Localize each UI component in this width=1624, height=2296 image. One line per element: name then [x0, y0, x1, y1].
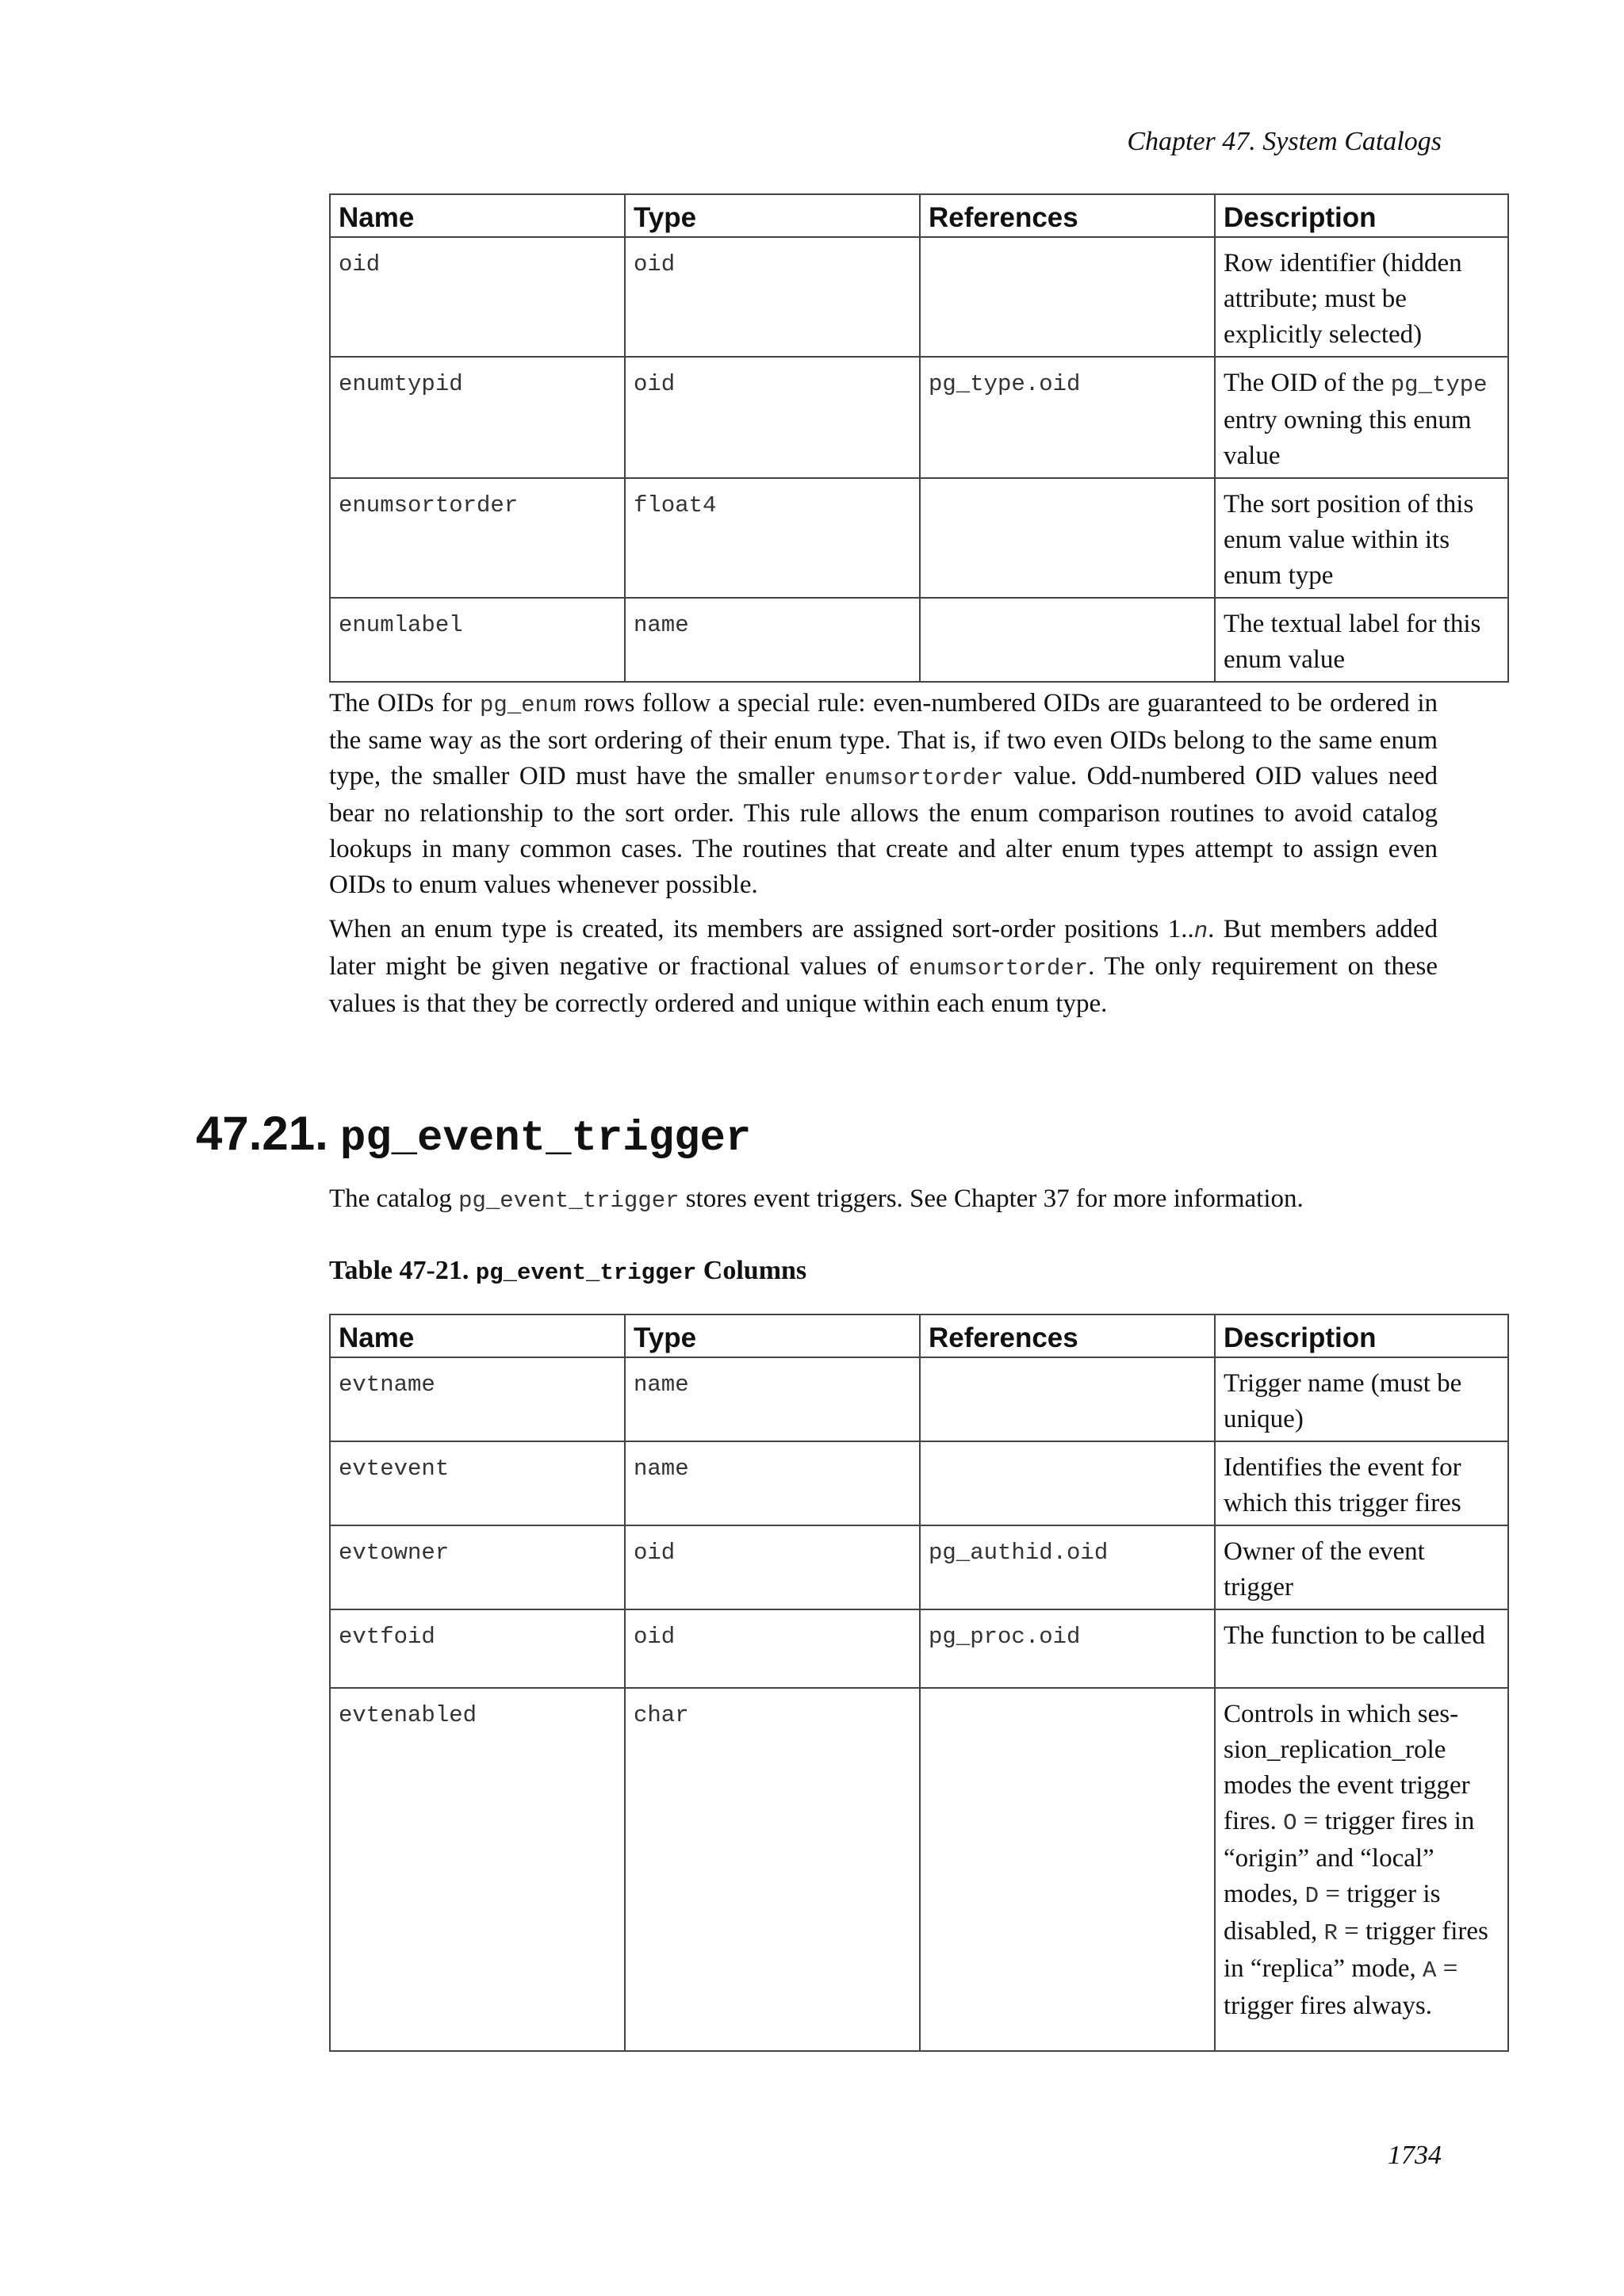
column-header-type: Type — [625, 1314, 920, 1357]
column-header-name: Name — [330, 194, 625, 237]
inline-code: enumsortorder — [824, 765, 1004, 791]
column-header-references: References — [920, 1314, 1215, 1357]
cell-name: enumtypid — [330, 357, 625, 478]
cell-description: The sort position of this enum value within its enum type — [1215, 478, 1508, 598]
paragraph-text: . The only requirement on these values is that they be correctly ordered and unique within each enum type. — [329, 952, 1438, 1018]
body-paragraph — [329, 912, 1438, 1022]
inline-code: enumsortorder — [908, 955, 1089, 982]
paragraph-text: The catalog — [329, 1184, 459, 1213]
cell-description: The textual label for this enum value — [1215, 598, 1508, 682]
table-row — [330, 1525, 1508, 1609]
cell-name: oid — [330, 237, 625, 357]
cell-type: name — [625, 598, 920, 682]
column-header-description: Description — [1215, 194, 1508, 237]
paragraph-text: The OIDs for — [329, 689, 480, 718]
section-intro — [329, 1181, 1438, 1219]
table-row — [330, 1357, 1508, 1441]
running-header: Chapter 47. System Catalogs — [1127, 127, 1442, 156]
caption-code: pg_event_trigger — [475, 1260, 697, 1286]
table-row — [330, 1441, 1508, 1525]
column-header-name: Name — [330, 1314, 625, 1357]
section-number: 47.21. — [196, 1107, 328, 1160]
paragraph-text: When an enum type is created, its members are assigned sort-order positions 1.. — [329, 915, 1194, 943]
description-text: = trigger fires always. — [1224, 1954, 1458, 2020]
cell-references — [920, 237, 1215, 357]
description-text: Controls in which ses- sion_replication_role modes the event trigger fires. — [1224, 1700, 1470, 1835]
description-text: entry owning this enum value — [1224, 406, 1472, 470]
table-header-row — [330, 1314, 1508, 1357]
section-heading — [196, 1106, 751, 1163]
cell-name: enumlabel — [330, 598, 625, 682]
caption-label: Table 47-21. — [329, 1256, 476, 1285]
table-row — [330, 478, 1508, 598]
table-row — [330, 357, 1508, 478]
cell-description: Owner of the event trigger — [1215, 1525, 1508, 1609]
inline-code: n — [1193, 918, 1208, 944]
cell-type: oid — [625, 357, 920, 478]
caption-suffix: Columns — [696, 1256, 807, 1285]
table-row — [330, 1688, 1508, 2051]
cell-type: name — [625, 1357, 920, 1441]
inline-code: pg_enum — [479, 692, 576, 718]
inline-code: pg_event_trigger — [458, 1188, 680, 1214]
pg-enum-columns-table — [329, 193, 1509, 683]
table-header-row — [330, 194, 1508, 237]
description-text: The OID of the — [1224, 369, 1391, 397]
cell-references — [920, 1357, 1215, 1441]
column-header-description: Description — [1215, 1314, 1508, 1357]
paragraph-text: stores event triggers. See Chapter 37 for more information. — [679, 1184, 1304, 1213]
cell-description: Row identifier (hidden attribute; must be explicitly selected) — [1215, 237, 1508, 357]
cell-name: enumsortorder — [330, 478, 625, 598]
cell-name: evtenabled — [330, 1688, 625, 2051]
table-row — [330, 237, 1508, 357]
cell-references — [920, 598, 1215, 682]
column-header-references: References — [920, 194, 1215, 237]
inline-code: R — [1323, 1920, 1338, 1946]
cell-name: evtevent — [330, 1441, 625, 1525]
cell-type: float4 — [625, 478, 920, 598]
cell-type: oid — [625, 237, 920, 357]
cell-references — [920, 478, 1215, 598]
cell-type: oid — [625, 1609, 920, 1688]
cell-type: char — [625, 1688, 920, 2051]
inline-code: pg_type — [1390, 372, 1488, 398]
cell-description: The function to be called — [1215, 1609, 1508, 1688]
cell-description — [1215, 1688, 1508, 2051]
description-text: = trigger is disabled, — [1224, 1880, 1441, 1946]
table-row — [330, 598, 1508, 682]
cell-references — [920, 1688, 1215, 2051]
cell-references: pg_type.oid — [920, 357, 1215, 478]
paragraph-text: value. Odd-numbered OID values need bear no relationship to the sort order. This rule allows the enum comparison routines to avoid catalog lookups in many common cases. The routines that create and alter enum types attempt to assign even OIDs to enum values whenever possible. — [329, 762, 1438, 899]
cell-type: oid — [625, 1525, 920, 1609]
table-row — [330, 1609, 1508, 1688]
description-text: = trigger fires in “replica” mode, — [1224, 1917, 1488, 1983]
cell-references: pg_authid.oid — [920, 1525, 1215, 1609]
table-caption — [329, 1256, 806, 1286]
body-paragraph — [329, 686, 1438, 903]
cell-name: evtfoid — [330, 1609, 625, 1688]
inline-code: O — [1283, 1810, 1297, 1836]
cell-description: Trigger name (must be unique) — [1215, 1357, 1508, 1441]
cell-references: pg_proc.oid — [920, 1609, 1215, 1688]
inline-code: D — [1304, 1883, 1320, 1909]
page-number: 1734 — [1388, 2141, 1442, 2170]
description-text: = trigger fires in “origin” and “local” modes, — [1224, 1807, 1475, 1908]
paragraph-text: . But members added later might be given negative or fractional values of — [329, 915, 1438, 981]
pg-event-trigger-columns-table — [329, 1314, 1509, 2052]
column-header-type: Type — [625, 194, 920, 237]
cell-name: evtname — [330, 1357, 625, 1441]
cell-type: name — [625, 1441, 920, 1525]
cell-description: Identifies the event for which this trigger fires — [1215, 1441, 1508, 1525]
cell-name: evtowner — [330, 1525, 625, 1609]
cell-description — [1215, 357, 1508, 478]
paragraph-text: rows follow a special rule: even-numbered OIDs are guaranteed to be ordered in the same way as the sort ordering of their enum type. That is, if two even OIDs belong to the same enum type, the smaller OID must have the smaller — [329, 689, 1438, 790]
inline-code: A — [1423, 1957, 1437, 1984]
section-title: pg_event_trigger — [339, 1115, 752, 1163]
cell-references — [920, 1441, 1215, 1525]
